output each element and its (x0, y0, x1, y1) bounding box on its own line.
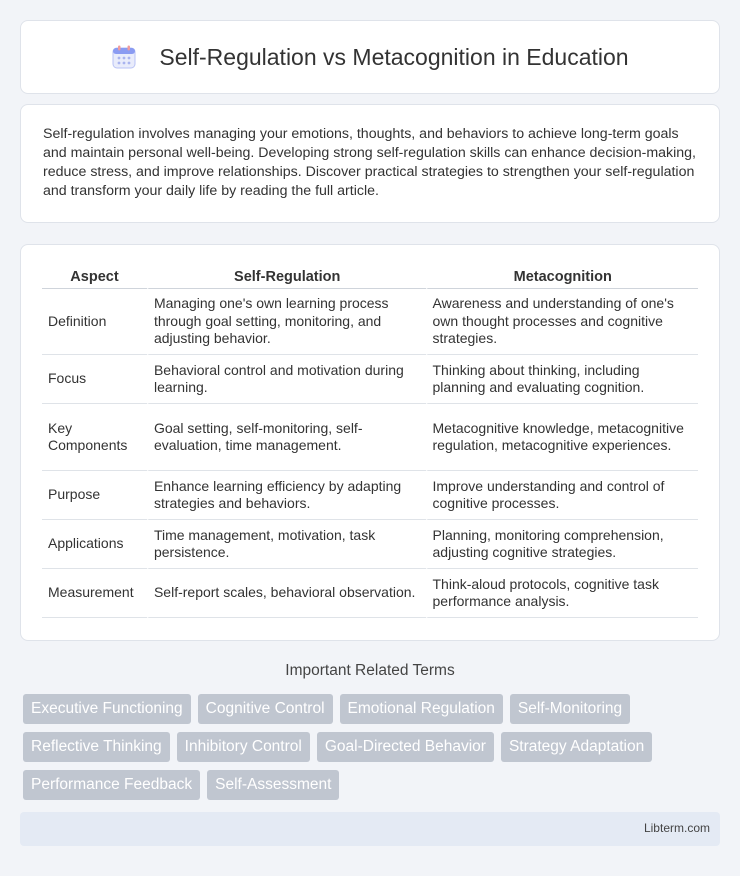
tag-strategy-adaptation[interactable]: Strategy Adaptation (501, 732, 652, 762)
tag-self-assessment[interactable]: Self-Assessment (207, 770, 339, 800)
intro-text: Self-regulation involves managing your emotions, thoughts, and behaviors to achieve long-term goals and maintain personal well-being. Developing strong self-regulation skills can enhance decision-making, reduce stress, and improve relationships. Discover practical strategies to strengthen your self-regulation and transform your daily life by reading the full article. (43, 126, 696, 199)
cell-metacognition: Metacognitive knowledge, metacognitive regulation, metacognitive experiences. (426, 404, 699, 471)
comparison-card (20, 244, 720, 641)
tag-executive-functioning[interactable]: Executive Functioning (23, 694, 191, 724)
table-row (42, 569, 698, 618)
footer-site-link[interactable]: Libterm.com (643, 821, 710, 835)
cell-self-regulation: Goal setting, self-monitoring, self-evaluation, time management. (147, 404, 426, 471)
related-terms-list (23, 694, 713, 800)
page-title: Self-Regulation vs Metacognition in Education (159, 43, 629, 70)
cell-metacognition: Think-aloud protocols, cognitive task performance analysis. (426, 569, 699, 618)
column-header-metacognition: Metacognition (426, 265, 699, 289)
tag-performance-feedback[interactable]: Performance Feedback (23, 770, 200, 800)
tag-goal-directed-behavior[interactable]: Goal-Directed Behavior (317, 732, 494, 762)
column-header-self-regulation: Self-Regulation (147, 265, 426, 289)
table-row (42, 289, 698, 355)
cell-aspect: Purpose (42, 471, 147, 520)
cell-metacognition: Planning, monitoring comprehension, adjusting cognitive strategies. (426, 520, 699, 569)
calendar-icon (111, 44, 137, 70)
cell-self-regulation: Enhance learning efficiency by adapting strategies and behaviors. (147, 471, 426, 520)
cell-self-regulation: Behavioral control and motivation during learning. (147, 355, 426, 404)
cell-metacognition: Thinking about thinking, including planning and evaluating cognition. (426, 355, 699, 404)
tag-self-monitoring[interactable]: Self-Monitoring (510, 694, 630, 724)
table-row (42, 355, 698, 404)
cell-self-regulation: Time management, motivation, task persistence. (147, 520, 426, 569)
cell-self-regulation: Self-report scales, behavioral observation. (147, 569, 426, 618)
tag-reflective-thinking[interactable]: Reflective Thinking (23, 732, 170, 762)
cell-aspect: Focus (42, 355, 147, 404)
tag-cognitive-control[interactable]: Cognitive Control (198, 694, 333, 724)
table-header-row (42, 265, 698, 289)
cell-self-regulation: Managing one's own learning process through goal setting, monitoring, and adjusting behavior. (147, 289, 426, 355)
title-card (20, 20, 720, 94)
tag-inhibitory-control[interactable]: Inhibitory Control (177, 732, 310, 762)
column-header-aspect: Aspect (42, 265, 147, 289)
cell-aspect: Definition (42, 289, 147, 355)
cell-aspect: Applications (42, 520, 147, 569)
tag-emotional-regulation[interactable]: Emotional Regulation (340, 694, 503, 724)
cell-metacognition: Awareness and understanding of one's own thought processes and cognitive strategies. (426, 289, 699, 355)
table-row (42, 520, 698, 569)
intro-card (20, 104, 720, 223)
cell-aspect: Measurement (42, 569, 147, 618)
cell-aspect: Key Components (42, 404, 147, 471)
table-row (42, 471, 698, 520)
cell-metacognition: Improve understanding and control of cognitive processes. (426, 471, 699, 520)
comparison-table (42, 265, 698, 618)
table-row (42, 404, 698, 471)
related-terms-title: Important Related Terms (285, 662, 455, 679)
footer (20, 812, 720, 846)
